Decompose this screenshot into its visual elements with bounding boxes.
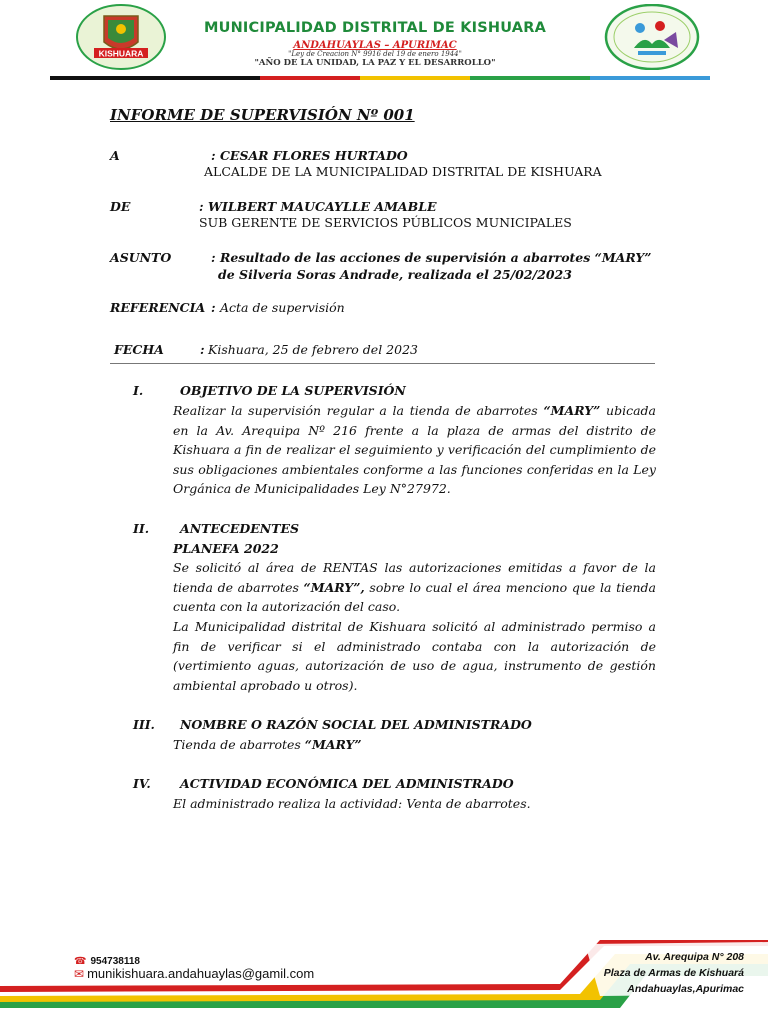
date-label: FECHA	[114, 342, 164, 357]
footer-phone: 954738118	[90, 956, 140, 967]
section-4-paragraph: El administrado realiza la actividad: Venta de abarrotes.	[173, 796, 531, 811]
from-role: SUB GERENTE DE SERVICIOS PÚBLICOS MUNICIPALES	[199, 215, 572, 230]
to-label: A	[110, 148, 120, 163]
header-creation-law: "Ley de Creacion N° 9916 del 19 de enero 1944"	[288, 50, 462, 58]
to-role: ALCALDE DE LA MUNICIPALIDAD DISTRITAL DE KISHUARA	[204, 164, 602, 179]
footer-email: munikishuara.andahuaylas@gamil.com	[87, 966, 315, 981]
section-4-number: IV.	[133, 776, 151, 791]
section-3-number: III.	[133, 717, 155, 732]
email-icon: ✉	[74, 966, 85, 981]
header-title: MUNICIPALIDAD DISTRITAL DE KISHUARA	[203, 20, 546, 36]
header-subtitle: ANDAHUAYLAS – APURIMAC	[293, 40, 457, 51]
reference-value: Acta de supervisión	[220, 300, 345, 315]
section-2-title: ANTECEDENTES	[180, 521, 300, 536]
municipality-logo	[76, 4, 166, 70]
section-1-title: OBJETIVO DE LA SUPERVISIÓN	[180, 383, 406, 398]
section-1-paragraph: Realizar la supervisión regular a la tienda de abarrotes “MARY” ubicada en la Av. Arequipa Nº 216 frente a la plaza de armas del distrito de Kishuara a fin de realizar el seguimiento y verificación del cumplimiento de sus obligaciones ambientales conforme a las funciones conferidas en la Ley Orgánica de Municipalidades Ley N°27972.	[173, 403, 656, 496]
report-title: INFORME DE SUPERVISIÓN Nº 001	[110, 106, 415, 124]
footer-address-line-1: Av. Arequipa N° 208	[645, 951, 744, 963]
section-2-number: II.	[133, 521, 150, 536]
footer-address-line-2: Plaza de Armas de Kishuará	[603, 967, 744, 979]
subject-line-1: : Resultado de las acciones de supervisión a abarrotes “MARY”	[211, 250, 652, 265]
date-colon: :	[200, 342, 205, 357]
environment-logo	[604, 4, 700, 70]
section-2-subtitle: PLANEFA 2022	[173, 541, 279, 556]
header-motto: "AÑO DE LA UNIDAD, LA PAZ Y EL DESARROLLO"	[254, 58, 496, 68]
logo-left-text: KISHUARA	[98, 48, 144, 59]
date-value: Kishuara, 25 de febrero del 2023	[208, 342, 418, 357]
footer-contact	[74, 956, 314, 981]
section-4-title: ACTIVIDAD ECONÓMICA DEL ADMINISTRADO	[180, 776, 514, 791]
header-divider	[110, 363, 655, 364]
reference-colon: :	[211, 300, 216, 315]
phone-icon: ☎	[74, 956, 87, 967]
footer-address-line-3: Andahuaylas,Apurimac	[627, 983, 744, 995]
from-name: : WILBERT MAUCAYLLE AMABLE	[199, 199, 437, 214]
to-name: : CESAR FLORES HURTADO	[211, 148, 408, 163]
subject-line-2: de Silveria Soras Andrade, realizada el 25/02/2023	[218, 267, 572, 282]
section-2-paragraph-2: La Municipalidad distrital de Kishuara solicitó al administrado permiso a fin de verificar si el administrado contaba con la autorización de (vertimiento aguas, autorización de uso de agua, instrumento de gestión ambiental aprobado u otros).	[173, 619, 656, 693]
section-3-paragraph: Tienda de abarrotes “MARY”	[173, 737, 362, 752]
header-color-bar	[50, 76, 710, 80]
section-3-title: NOMBRE O RAZÓN SOCIAL DEL ADMINISTRADO	[180, 717, 532, 732]
section-1-number: I.	[133, 383, 144, 398]
section-2-paragraph-1: Se solicitó al área de RENTAS las autorizaciones emitidas a favor de la tienda de abarrotes “MARY”, sobre lo cual el área menciono que la tienda cuenta con la autorización del caso.	[173, 560, 656, 614]
from-label: DE	[110, 199, 131, 214]
subject-label: ASUNTO	[110, 250, 172, 265]
reference-label: REFERENCIA	[110, 300, 206, 315]
